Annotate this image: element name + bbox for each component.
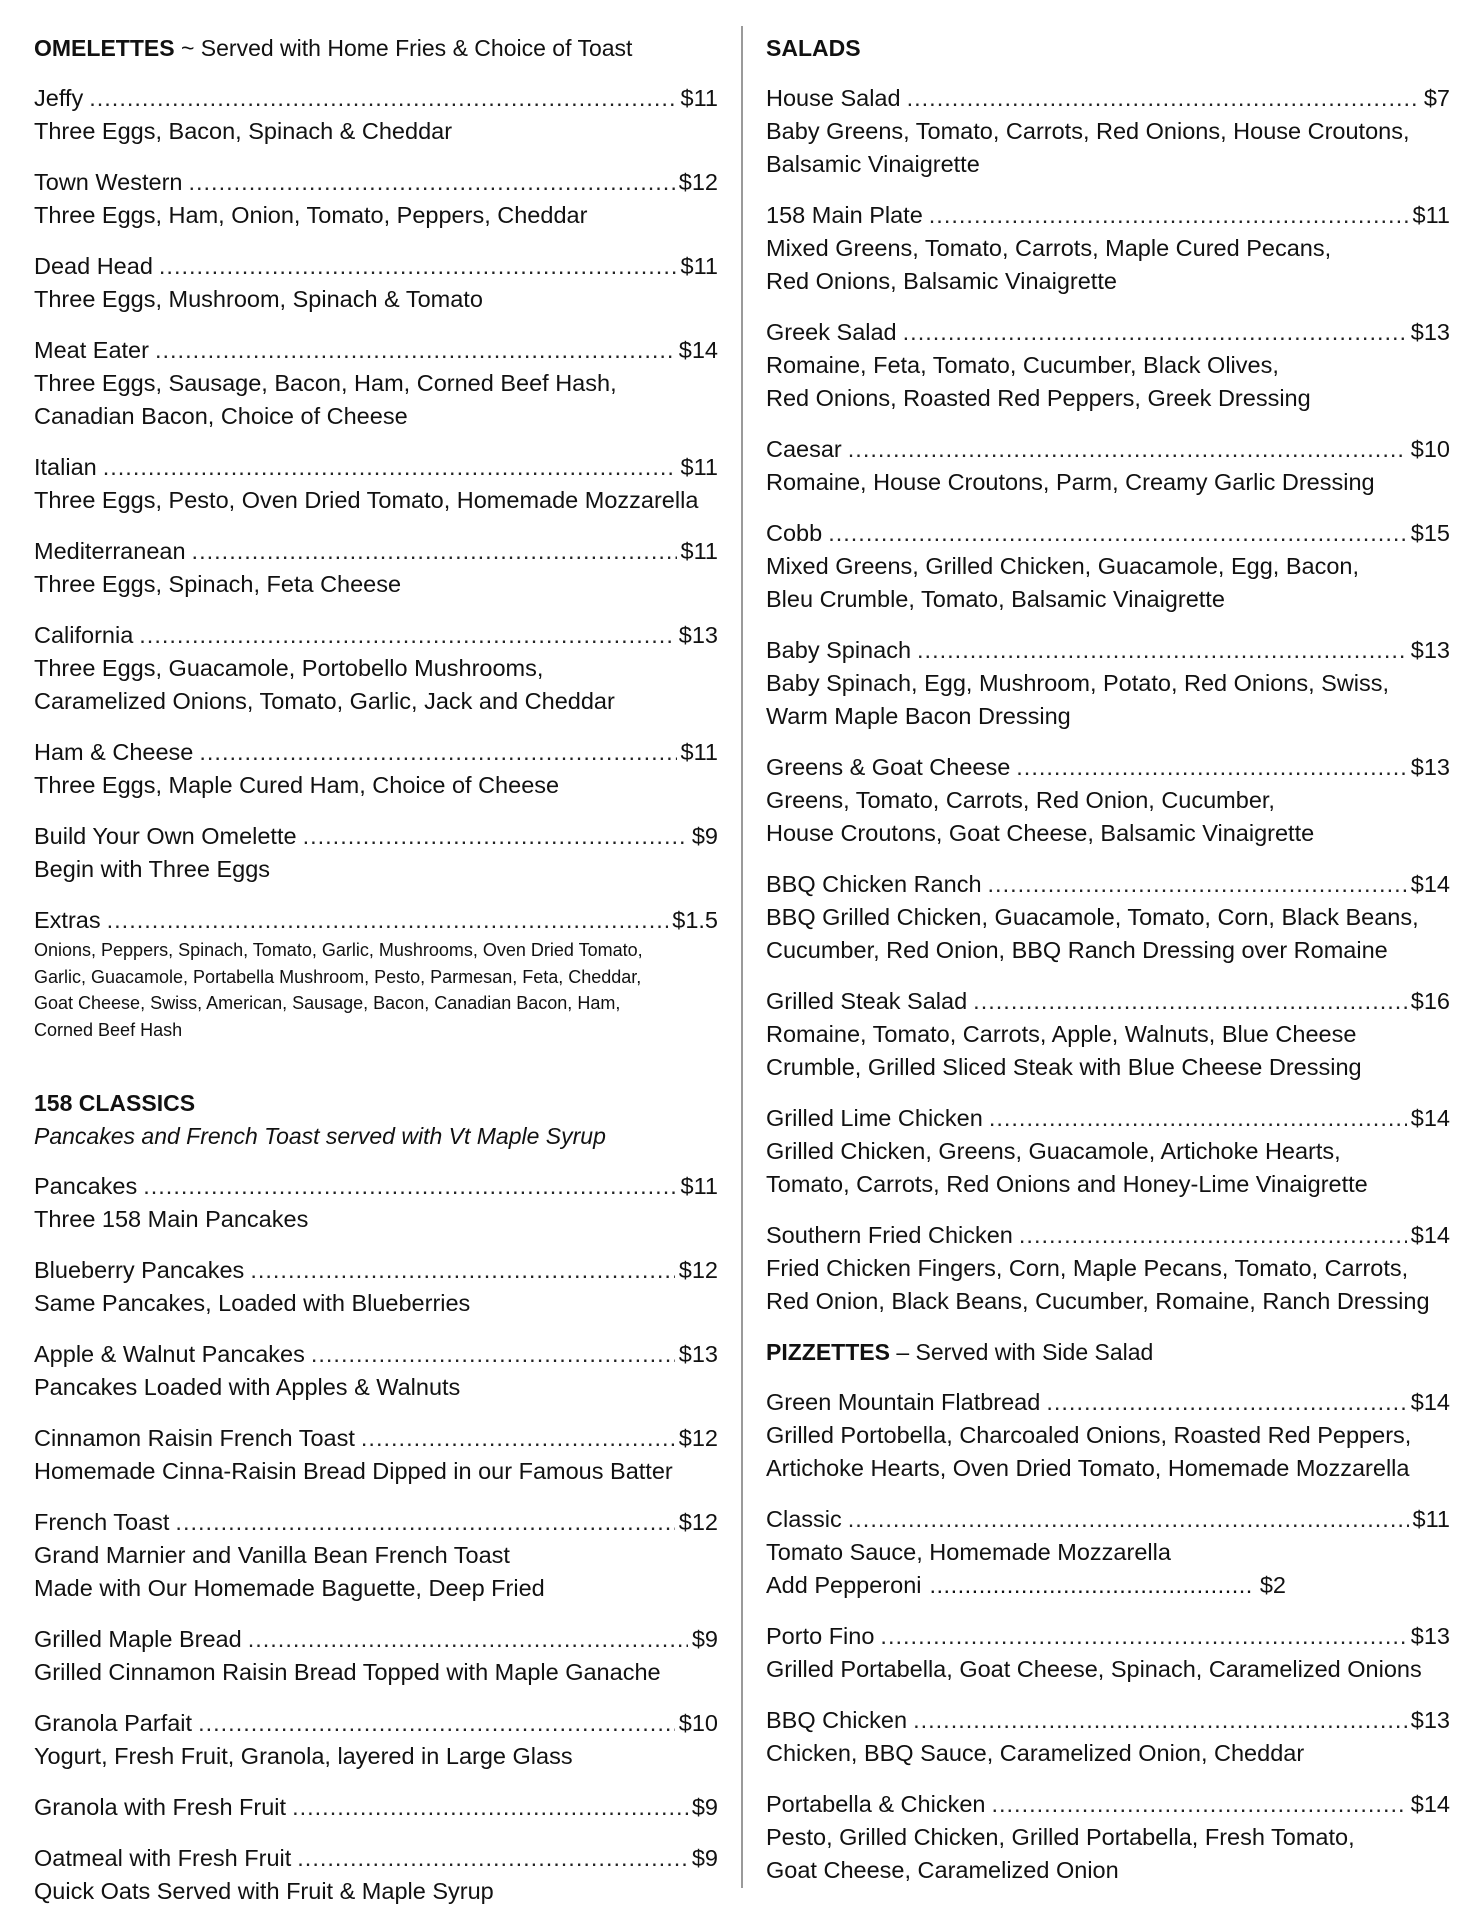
item-description: Caramelized Onions, Tomato, Garlic, Jack and Cheddar (34, 688, 615, 714)
item-line (766, 634, 1450, 667)
item-description: Yogurt, Fresh Fruit, Granola, layered in Large Glass (34, 1743, 573, 1769)
dot-leader (903, 316, 1407, 349)
item-price: $10 (678, 1710, 718, 1736)
dot-leader (989, 1102, 1407, 1135)
pizzettes-header (766, 1336, 1450, 1369)
omelettes-header (34, 32, 718, 65)
item-line (34, 1623, 718, 1656)
item-price: $11 (680, 739, 718, 765)
item-description: Three Eggs, Sausage, Bacon, Ham, Corned Beef Hash, (34, 370, 617, 396)
item-description: Romaine, House Croutons, Parm, Creamy Garlic Dressing (766, 469, 1375, 495)
item-line (766, 433, 1450, 466)
salads-header (766, 32, 1450, 65)
dot-leader (1016, 751, 1407, 784)
item-line (766, 1788, 1450, 1821)
menu-item (766, 751, 1450, 850)
menu-item (766, 199, 1450, 298)
item-name: Portabella & Chicken (766, 1791, 986, 1817)
item-price: $14 (1410, 1105, 1450, 1131)
menu-item (34, 166, 718, 232)
section-title: OMELETTES (34, 35, 175, 61)
item-line (34, 1791, 718, 1824)
item-description: Goat Cheese, Caramelized Onion (766, 1857, 1119, 1883)
dot-leader (311, 1338, 675, 1371)
item-name: Town Western (34, 169, 183, 195)
item-price: $13 (678, 622, 718, 648)
item-line (766, 1219, 1450, 1252)
item-description: Same Pancakes, Loaded with Blueberries (34, 1290, 471, 1316)
dot-leader (248, 1623, 688, 1656)
item-description: Three Eggs, Pesto, Oven Dried Tomato, Homemade Mozzarella (34, 487, 699, 513)
item-name: Extras (34, 907, 101, 933)
dot-leader (917, 634, 1407, 667)
item-description: Three Eggs, Maple Cured Ham, Choice of Cheese (34, 772, 560, 798)
item-description: Chicken, BBQ Sauce, Caramelized Onion, Cheddar (766, 1740, 1305, 1766)
item-name: Greek Salad (766, 319, 897, 345)
dot-leader (929, 1569, 1253, 1602)
item-line (766, 316, 1450, 349)
item-line (34, 82, 718, 115)
item-description: Crumble, Grilled Sliced Steak with Blue Cheese Dressing (766, 1054, 1362, 1080)
item-name: Cobb (766, 520, 823, 546)
item-line (766, 985, 1450, 1018)
dot-leader (159, 250, 677, 283)
menu-item (34, 82, 718, 148)
dot-leader (991, 1788, 1406, 1821)
classics-header (34, 1087, 718, 1153)
item-name: 158 Main Plate (766, 202, 923, 228)
item-name: Grilled Steak Salad (766, 988, 968, 1014)
item-line (34, 820, 718, 853)
item-line (766, 1620, 1450, 1653)
item-price: $11 (680, 1173, 718, 1199)
item-price: $11 (1412, 202, 1450, 228)
item-description: Balsamic Vinaigrette (766, 151, 980, 177)
item-name: Baby Spinach (766, 637, 912, 663)
item-price: $13 (678, 1341, 718, 1367)
menu-item (34, 736, 718, 802)
item-description: Corned Beef Hash (34, 1019, 183, 1040)
item-line (34, 334, 718, 367)
item-name: California (34, 622, 134, 648)
omelettes-list (34, 82, 718, 886)
dot-leader (107, 904, 669, 937)
menu-item (34, 1842, 718, 1908)
item-name: Blueberry Pancakes (34, 1257, 245, 1283)
menu-item (766, 868, 1450, 967)
item-price: $12 (678, 1509, 718, 1535)
item-name: BBQ Chicken Ranch (766, 871, 982, 897)
dot-leader (929, 199, 1409, 232)
menu-item-extras (34, 904, 718, 1043)
item-description: House Croutons, Goat Cheese, Balsamic Vinaigrette (766, 820, 1315, 846)
item-name: French Toast (34, 1509, 170, 1535)
item-name: Apple & Walnut Pancakes (34, 1341, 305, 1367)
item-name: Granola with Fresh Fruit (34, 1794, 287, 1820)
left-column (34, 32, 718, 1926)
item-price: $9 (691, 1794, 718, 1820)
item-description: Red Onions, Balsamic Vinaigrette (766, 268, 1117, 294)
section-title: 158 CLASSICS (34, 1090, 196, 1116)
item-price: $13 (1410, 637, 1450, 663)
dot-leader (143, 1170, 676, 1203)
dot-leader (907, 82, 1420, 115)
menu-item (34, 451, 718, 517)
item-name: Greens & Goat Cheese (766, 754, 1011, 780)
item-line (34, 736, 718, 769)
item-line (34, 1254, 718, 1287)
menu-item (34, 1170, 718, 1236)
item-price: $14 (1410, 1791, 1450, 1817)
item-description: Red Onions, Roasted Red Peppers, Greek Dressing (766, 385, 1311, 411)
item-line (766, 1102, 1450, 1135)
item-description: Pesto, Grilled Chicken, Grilled Portabella, Fresh Tomato, (766, 1824, 1355, 1850)
item-line (766, 1503, 1450, 1536)
menu-item (34, 1506, 718, 1605)
menu-item (766, 1704, 1450, 1770)
item-description: Tomato Sauce, Homemade Mozzarella (766, 1539, 1171, 1565)
menu-item (34, 1791, 718, 1824)
item-price: $13 (1410, 1623, 1450, 1649)
dot-leader (103, 451, 677, 484)
item-name: Grilled Maple Bread (34, 1626, 242, 1652)
item-line (766, 751, 1450, 784)
item-description: Grilled Portobella, Charcoaled Onions, Roasted Red Peppers, (766, 1422, 1412, 1448)
classics-list (34, 1170, 718, 1908)
item-line (34, 1506, 718, 1539)
dot-leader (175, 1506, 674, 1539)
item-description: Made with Our Homemade Baguette, Deep Fried (34, 1575, 545, 1601)
item-name: Caesar (766, 436, 842, 462)
item-description: Tomato, Carrots, Red Onions and Honey-Lime Vinaigrette (766, 1171, 1368, 1197)
item-description: Quick Oats Served with Fruit & Maple Syrup (34, 1878, 494, 1904)
item-line (766, 1704, 1450, 1737)
menu-item (766, 517, 1450, 616)
item-description: Three Eggs, Mushroom, Spinach & Tomato (34, 286, 483, 312)
item-price: $12 (678, 169, 718, 195)
dot-leader (192, 535, 677, 568)
dot-leader (297, 1842, 688, 1875)
item-line (34, 1707, 718, 1740)
item-description: Romaine, Tomato, Carrots, Apple, Walnuts, Blue Cheese (766, 1021, 1357, 1047)
dot-leader (848, 433, 1407, 466)
item-price: $11 (1412, 1506, 1450, 1532)
menu-item (766, 634, 1450, 733)
dot-leader (361, 1422, 675, 1455)
item-name: Mediterranean (34, 538, 186, 564)
item-price: $12 (678, 1257, 718, 1283)
menu-item (766, 1102, 1450, 1201)
item-description: Grilled Portabella, Goat Cheese, Spinach, Caramelized Onions (766, 1656, 1422, 1682)
item-description: Pancakes Loaded with Apples & Walnuts (34, 1374, 461, 1400)
dot-leader (1046, 1386, 1406, 1419)
dot-leader (828, 517, 1407, 550)
item-price: $9 (691, 823, 718, 849)
item-name: Jeffy (34, 85, 84, 111)
item-price: $15 (1410, 520, 1450, 546)
menu-item (766, 1386, 1450, 1485)
menu-item (34, 1254, 718, 1320)
item-description: Bleu Crumble, Tomato, Balsamic Vinaigrette (766, 586, 1225, 612)
item-line (34, 535, 718, 568)
item-price: $11 (680, 85, 718, 111)
dot-leader (303, 820, 688, 853)
item-price: $13 (1410, 1707, 1450, 1733)
item-line (34, 1338, 718, 1371)
menu-item (766, 433, 1450, 499)
dot-leader (199, 736, 676, 769)
menu-item (34, 1338, 718, 1404)
item-name: BBQ Chicken (766, 1707, 908, 1733)
dot-leader (880, 1620, 1406, 1653)
item-line (766, 199, 1450, 232)
item-name: Granola Parfait (34, 1710, 193, 1736)
dot-leader (913, 1704, 1407, 1737)
item-description: Mixed Greens, Tomato, Carrots, Maple Cured Pecans, (766, 235, 1332, 261)
item-price: $14 (1410, 1389, 1450, 1415)
item-description: Warm Maple Bacon Dressing (766, 703, 1071, 729)
menu-item (34, 535, 718, 601)
section-gap (34, 1061, 718, 1087)
item-price: $1.5 (672, 907, 718, 933)
dot-leader (89, 82, 676, 115)
dot-leader (988, 868, 1407, 901)
dot-leader (973, 985, 1407, 1018)
item-price: $13 (1410, 754, 1450, 780)
menu-item (34, 1623, 718, 1689)
menu-item (766, 82, 1450, 181)
item-description: BBQ Grilled Chicken, Guacamole, Tomato, Corn, Black Beans, (766, 904, 1419, 930)
dot-leader (250, 1254, 674, 1287)
item-description: Three Eggs, Bacon, Spinach & Cheddar (34, 118, 453, 144)
item-line (34, 1842, 718, 1875)
menu-item (766, 1219, 1450, 1318)
item-description: Red Onion, Black Beans, Cucumber, Romaine, Ranch Dressing (766, 1288, 1430, 1314)
dot-leader (1019, 1219, 1407, 1252)
item-line (34, 1422, 718, 1455)
item-price: $13 (1410, 319, 1450, 345)
item-line (34, 619, 718, 652)
item-description: Canadian Bacon, Choice of Cheese (34, 403, 408, 429)
right-column (766, 32, 1450, 1905)
salads-list (766, 82, 1450, 1318)
dot-leader (139, 619, 675, 652)
item-name: Southern Fried Chicken (766, 1222, 1013, 1248)
item-price: $9 (691, 1626, 718, 1652)
item-name: Italian (34, 454, 97, 480)
item-description: Mixed Greens, Grilled Chicken, Guacamole, Egg, Bacon, (766, 553, 1359, 579)
item-price: $14 (1410, 1222, 1450, 1248)
item-line (34, 166, 718, 199)
section-subtitle: Pancakes and French Toast served with Vt Maple Syrup (34, 1123, 606, 1149)
item-description: Fried Chicken Fingers, Corn, Maple Pecans, Tomato, Carrots, (766, 1255, 1409, 1281)
menu-item (766, 1503, 1450, 1602)
item-name: Grilled Lime Chicken (766, 1105, 983, 1131)
item-name: Meat Eater (34, 337, 149, 363)
item-price: $7 (1423, 85, 1450, 111)
item-name: Oatmeal with Fresh Fruit (34, 1845, 292, 1871)
menu-item (766, 985, 1450, 1084)
addon-line (766, 1569, 1286, 1602)
item-name: Cinnamon Raisin French Toast (34, 1425, 355, 1451)
item-line (766, 82, 1450, 115)
item-line (766, 868, 1450, 901)
item-line (766, 517, 1450, 550)
section-subtitle: – Served with Side Salad (889, 1339, 1154, 1365)
menu-item (766, 1620, 1450, 1686)
item-line (766, 1386, 1450, 1419)
item-description: Baby Greens, Tomato, Carrots, Red Onions, House Croutons, (766, 118, 1410, 144)
menu-item (34, 619, 718, 718)
item-price: $14 (678, 337, 718, 363)
item-price: $11 (680, 454, 718, 480)
item-description: Baby Spinach, Egg, Mushroom, Potato, Red Onions, Swiss, (766, 670, 1390, 696)
addon-price: $2 (1259, 1572, 1286, 1598)
item-description: Three Eggs, Ham, Onion, Tomato, Peppers, Cheddar (34, 202, 588, 228)
item-description: Romaine, Feta, Tomato, Cucumber, Black Olives, (766, 352, 1279, 378)
menu-item (34, 1707, 718, 1773)
item-description: Begin with Three Eggs (34, 856, 271, 882)
item-price: $9 (691, 1845, 718, 1871)
dot-leader (198, 1707, 675, 1740)
item-name: Classic (766, 1506, 842, 1532)
menu-item (34, 1422, 718, 1488)
item-name: Porto Fino (766, 1623, 875, 1649)
item-description: Grilled Cinnamon Raisin Bread Topped with Maple Ganache (34, 1659, 661, 1685)
item-line (34, 451, 718, 484)
item-description: Onions, Peppers, Spinach, Tomato, Garlic, Mushrooms, Oven Dried Tomato, (34, 940, 643, 960)
item-description: Goat Cheese, Swiss, American, Sausage, Bacon, Canadian Bacon, Ham, (34, 993, 621, 1013)
item-description: Grilled Chicken, Greens, Guacamole, Artichoke Hearts, (766, 1138, 1341, 1164)
menu-item (766, 1788, 1450, 1887)
item-description: Garlic, Guacamole, Portabella Mushroom, Pesto, Parmesan, Feta, Cheddar, (34, 966, 642, 987)
item-description: Greens, Tomato, Carrots, Red Onion, Cucumber, (766, 787, 1275, 813)
item-description: Grand Marnier and Vanilla Bean French Toast (34, 1542, 510, 1568)
item-price: $11 (680, 253, 718, 279)
item-description: Three Eggs, Spinach, Feta Cheese (34, 571, 402, 597)
item-price: $11 (680, 538, 718, 564)
item-name: Build Your Own Omelette (34, 823, 297, 849)
item-description: Three Eggs, Guacamole, Portobello Mushrooms, (34, 655, 544, 681)
section-subtitle: ~ Served with Home Fries & Choice of Toast (174, 35, 633, 61)
item-line (34, 250, 718, 283)
item-price: $14 (1410, 871, 1450, 897)
dot-leader (188, 166, 674, 199)
item-name: Dead Head (34, 253, 153, 279)
item-price: $12 (678, 1425, 718, 1451)
menu-item (34, 334, 718, 433)
section-title: PIZZETTES (766, 1339, 890, 1365)
item-name: Pancakes (34, 1173, 138, 1199)
addon-name: Add Pepperoni (766, 1572, 922, 1598)
item-line (34, 1170, 718, 1203)
dot-leader (848, 1503, 1409, 1536)
item-description: Homemade Cinna-Raisin Bread Dipped in our Famous Batter (34, 1458, 673, 1484)
item-name: House Salad (766, 85, 901, 111)
item-name: Green Mountain Flatbread (766, 1389, 1041, 1415)
menu-item (34, 820, 718, 886)
item-price: $16 (1410, 988, 1450, 1014)
item-price: $10 (1410, 436, 1450, 462)
dot-leader (155, 334, 675, 367)
section-title: SALADS (766, 35, 861, 61)
item-description: Three 158 Main Pancakes (34, 1206, 309, 1232)
menu-item (766, 316, 1450, 415)
dot-leader (292, 1791, 688, 1824)
menu-item (34, 250, 718, 316)
item-description: Cucumber, Red Onion, BBQ Ranch Dressing over Romaine (766, 937, 1388, 963)
item-name: Ham & Cheese (34, 739, 194, 765)
item-description: Artichoke Hearts, Oven Dried Tomato, Homemade Mozzarella (766, 1455, 1410, 1481)
pizzettes-list (766, 1386, 1450, 1887)
column-divider (741, 26, 743, 1888)
